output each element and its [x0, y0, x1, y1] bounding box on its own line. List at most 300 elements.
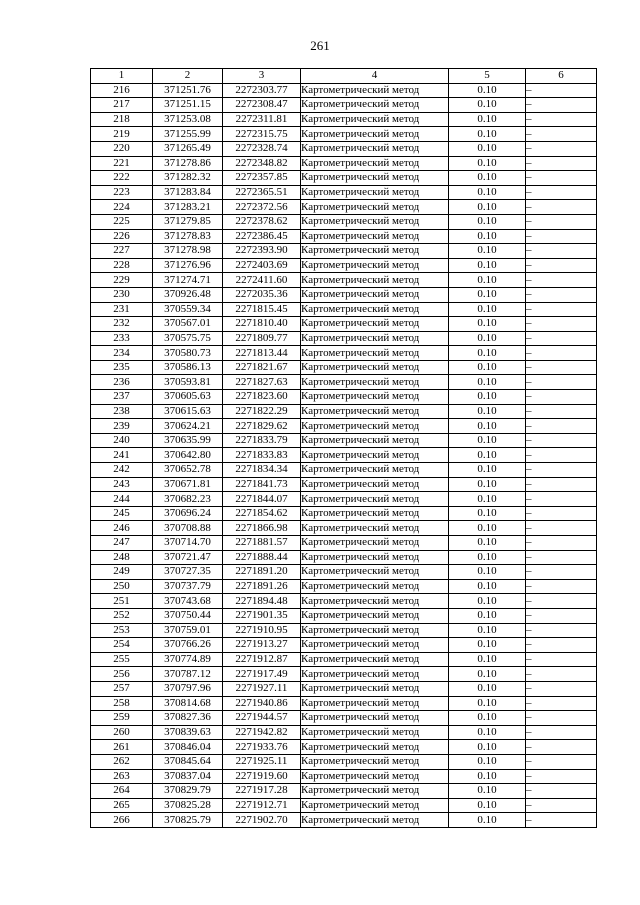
note-cell: –: [526, 754, 597, 769]
note-cell: –: [526, 360, 597, 375]
note-cell: –: [526, 200, 597, 215]
point-number-cell: 224: [91, 200, 153, 215]
y-coordinate-cell: 2271881.57: [223, 536, 301, 551]
method-cell: Картометрический метод: [301, 244, 449, 259]
x-coordinate-cell: 370814.68: [153, 696, 223, 711]
table-row: [91, 83, 597, 98]
x-coordinate-cell: 370642.80: [153, 448, 223, 463]
point-number-cell: 233: [91, 331, 153, 346]
column-header: 5: [449, 69, 526, 84]
column-header: 2: [153, 69, 223, 84]
y-coordinate-cell: 2271940.86: [223, 696, 301, 711]
method-cell: Картометрический метод: [301, 404, 449, 419]
point-number-cell: 253: [91, 623, 153, 638]
accuracy-cell: 0.10: [449, 419, 526, 434]
x-coordinate-cell: 370593.81: [153, 375, 223, 390]
point-number-cell: 218: [91, 112, 153, 127]
note-cell: –: [526, 317, 597, 332]
table-row: [91, 477, 597, 492]
table-row: [91, 798, 597, 813]
method-cell: Картометрический метод: [301, 433, 449, 448]
accuracy-cell: 0.10: [449, 287, 526, 302]
point-number-cell: 255: [91, 652, 153, 667]
accuracy-cell: 0.10: [449, 565, 526, 580]
table-row: [91, 360, 597, 375]
point-number-cell: 241: [91, 448, 153, 463]
method-cell: Картометрический метод: [301, 740, 449, 755]
y-coordinate-cell: 2271821.67: [223, 360, 301, 375]
note-cell: –: [526, 156, 597, 171]
point-number-cell: 216: [91, 83, 153, 98]
x-coordinate-cell: 371265.49: [153, 141, 223, 156]
accuracy-cell: 0.10: [449, 404, 526, 419]
point-number-cell: 264: [91, 784, 153, 799]
method-cell: Картометрический метод: [301, 536, 449, 551]
y-coordinate-cell: 2272365.51: [223, 185, 301, 200]
table-row: [91, 623, 597, 638]
method-cell: Картометрический метод: [301, 565, 449, 580]
note-cell: –: [526, 725, 597, 740]
accuracy-cell: 0.10: [449, 258, 526, 273]
y-coordinate-cell: 2271913.27: [223, 638, 301, 653]
table-row: [91, 433, 597, 448]
x-coordinate-cell: 370624.21: [153, 419, 223, 434]
point-number-cell: 226: [91, 229, 153, 244]
note-cell: –: [526, 214, 597, 229]
x-coordinate-cell: 370926.48: [153, 287, 223, 302]
accuracy-cell: 0.10: [449, 229, 526, 244]
table-row: [91, 404, 597, 419]
y-coordinate-cell: 2271933.76: [223, 740, 301, 755]
method-cell: Картометрический метод: [301, 200, 449, 215]
method-cell: Картометрический метод: [301, 360, 449, 375]
accuracy-cell: 0.10: [449, 375, 526, 390]
note-cell: –: [526, 594, 597, 609]
method-cell: Картометрический метод: [301, 112, 449, 127]
note-cell: –: [526, 579, 597, 594]
accuracy-cell: 0.10: [449, 608, 526, 623]
accuracy-cell: 0.10: [449, 302, 526, 317]
y-coordinate-cell: 2271854.62: [223, 506, 301, 521]
method-cell: Картометрический метод: [301, 550, 449, 565]
x-coordinate-cell: 370708.88: [153, 521, 223, 536]
x-coordinate-cell: 370845.64: [153, 754, 223, 769]
y-coordinate-cell: 2271912.87: [223, 652, 301, 667]
x-coordinate-cell: 371253.08: [153, 112, 223, 127]
table-row: [91, 813, 597, 828]
table-row: [91, 448, 597, 463]
x-coordinate-cell: 370567.01: [153, 317, 223, 332]
table-row: [91, 769, 597, 784]
accuracy-cell: 0.10: [449, 521, 526, 536]
note-cell: –: [526, 171, 597, 186]
point-number-cell: 245: [91, 506, 153, 521]
x-coordinate-cell: 370635.99: [153, 433, 223, 448]
table-row: [91, 390, 597, 405]
note-cell: –: [526, 521, 597, 536]
method-cell: Картометрический метод: [301, 638, 449, 653]
y-coordinate-cell: 2271827.63: [223, 375, 301, 390]
accuracy-cell: 0.10: [449, 784, 526, 799]
y-coordinate-cell: 2271829.62: [223, 419, 301, 434]
y-coordinate-cell: 2271833.79: [223, 433, 301, 448]
note-cell: –: [526, 813, 597, 828]
table-row: [91, 214, 597, 229]
method-cell: Картометрический метод: [301, 594, 449, 609]
note-cell: –: [526, 608, 597, 623]
accuracy-cell: 0.10: [449, 83, 526, 98]
x-coordinate-cell: 370586.13: [153, 360, 223, 375]
x-coordinate-cell: 370787.12: [153, 667, 223, 682]
point-number-cell: 252: [91, 608, 153, 623]
y-coordinate-cell: 2271823.60: [223, 390, 301, 405]
accuracy-cell: 0.10: [449, 667, 526, 682]
table-row: [91, 229, 597, 244]
note-cell: –: [526, 273, 597, 288]
point-number-cell: 258: [91, 696, 153, 711]
accuracy-cell: 0.10: [449, 331, 526, 346]
column-header: 3: [223, 69, 301, 84]
note-cell: –: [526, 506, 597, 521]
note-cell: –: [526, 667, 597, 682]
note-cell: –: [526, 740, 597, 755]
point-number-cell: 243: [91, 477, 153, 492]
point-number-cell: 256: [91, 667, 153, 682]
table-row: [91, 200, 597, 215]
column-header: 6: [526, 69, 597, 84]
method-cell: Картометрический метод: [301, 258, 449, 273]
table-row: [91, 754, 597, 769]
table-row: [91, 711, 597, 726]
y-coordinate-cell: 2272378.62: [223, 214, 301, 229]
table-row: [91, 98, 597, 113]
y-coordinate-cell: 2271917.28: [223, 784, 301, 799]
y-coordinate-cell: 2271834.34: [223, 463, 301, 478]
note-cell: –: [526, 141, 597, 156]
method-cell: Картометрический метод: [301, 156, 449, 171]
method-cell: Картометрический метод: [301, 375, 449, 390]
x-coordinate-cell: 370605.63: [153, 390, 223, 405]
point-number-cell: 240: [91, 433, 153, 448]
table-row: [91, 579, 597, 594]
point-number-cell: 265: [91, 798, 153, 813]
y-coordinate-cell: 2272403.69: [223, 258, 301, 273]
note-cell: –: [526, 536, 597, 551]
accuracy-cell: 0.10: [449, 214, 526, 229]
x-coordinate-cell: 370839.63: [153, 725, 223, 740]
point-number-cell: 237: [91, 390, 153, 405]
point-number-cell: 220: [91, 141, 153, 156]
accuracy-cell: 0.10: [449, 171, 526, 186]
point-number-cell: 225: [91, 214, 153, 229]
point-number-cell: 229: [91, 273, 153, 288]
point-number-cell: 231: [91, 302, 153, 317]
accuracy-cell: 0.10: [449, 681, 526, 696]
point-number-cell: 250: [91, 579, 153, 594]
x-coordinate-cell: 370721.47: [153, 550, 223, 565]
note-cell: –: [526, 98, 597, 113]
accuracy-cell: 0.10: [449, 506, 526, 521]
point-number-cell: 234: [91, 346, 153, 361]
point-number-cell: 244: [91, 492, 153, 507]
method-cell: Картометрический метод: [301, 229, 449, 244]
x-coordinate-cell: 370737.79: [153, 579, 223, 594]
accuracy-cell: 0.10: [449, 463, 526, 478]
method-cell: Картометрический метод: [301, 346, 449, 361]
y-coordinate-cell: 2271822.29: [223, 404, 301, 419]
table-row: [91, 171, 597, 186]
method-cell: Картометрический метод: [301, 390, 449, 405]
table-row: [91, 492, 597, 507]
y-coordinate-cell: 2272308.47: [223, 98, 301, 113]
column-header: 1: [91, 69, 153, 84]
y-coordinate-cell: 2272411.60: [223, 273, 301, 288]
x-coordinate-cell: 370682.23: [153, 492, 223, 507]
table-row: [91, 506, 597, 521]
method-cell: Картометрический метод: [301, 171, 449, 186]
y-coordinate-cell: 2271815.45: [223, 302, 301, 317]
method-cell: Картометрический метод: [301, 127, 449, 142]
point-number-cell: 221: [91, 156, 153, 171]
x-coordinate-cell: 370766.26: [153, 638, 223, 653]
method-cell: Картометрический метод: [301, 83, 449, 98]
point-number-cell: 236: [91, 375, 153, 390]
accuracy-cell: 0.10: [449, 711, 526, 726]
y-coordinate-cell: 2272315.75: [223, 127, 301, 142]
accuracy-cell: 0.10: [449, 433, 526, 448]
point-number-cell: 232: [91, 317, 153, 332]
x-coordinate-cell: 371278.98: [153, 244, 223, 259]
table-header-row: [91, 69, 597, 84]
point-number-cell: 238: [91, 404, 153, 419]
x-coordinate-cell: 371278.86: [153, 156, 223, 171]
table-row: [91, 681, 597, 696]
point-number-cell: 223: [91, 185, 153, 200]
y-coordinate-cell: 2272035.36: [223, 287, 301, 302]
y-coordinate-cell: 2271912.71: [223, 798, 301, 813]
note-cell: –: [526, 258, 597, 273]
method-cell: Картометрический метод: [301, 317, 449, 332]
accuracy-cell: 0.10: [449, 360, 526, 375]
y-coordinate-cell: 2271888.44: [223, 550, 301, 565]
accuracy-cell: 0.10: [449, 141, 526, 156]
y-coordinate-cell: 2272357.85: [223, 171, 301, 186]
point-number-cell: 217: [91, 98, 153, 113]
accuracy-cell: 0.10: [449, 798, 526, 813]
table-row: [91, 127, 597, 142]
x-coordinate-cell: 371279.85: [153, 214, 223, 229]
accuracy-cell: 0.10: [449, 594, 526, 609]
accuracy-cell: 0.10: [449, 754, 526, 769]
point-number-cell: 261: [91, 740, 153, 755]
accuracy-cell: 0.10: [449, 127, 526, 142]
x-coordinate-cell: 370774.89: [153, 652, 223, 667]
method-cell: Картометрический метод: [301, 711, 449, 726]
accuracy-cell: 0.10: [449, 536, 526, 551]
method-cell: Картометрический метод: [301, 214, 449, 229]
note-cell: –: [526, 390, 597, 405]
note-cell: –: [526, 404, 597, 419]
note-cell: –: [526, 463, 597, 478]
point-number-cell: 257: [91, 681, 153, 696]
table-row: [91, 331, 597, 346]
point-number-cell: 259: [91, 711, 153, 726]
table-row: [91, 156, 597, 171]
note-cell: –: [526, 652, 597, 667]
y-coordinate-cell: 2271844.07: [223, 492, 301, 507]
page-number: 261: [310, 38, 330, 53]
method-cell: Картометрический метод: [301, 287, 449, 302]
note-cell: –: [526, 331, 597, 346]
point-number-cell: 219: [91, 127, 153, 142]
accuracy-cell: 0.10: [449, 696, 526, 711]
note-cell: –: [526, 112, 597, 127]
accuracy-cell: 0.10: [449, 317, 526, 332]
table-row: [91, 652, 597, 667]
y-coordinate-cell: 2272393.90: [223, 244, 301, 259]
y-coordinate-cell: 2272372.56: [223, 200, 301, 215]
method-cell: Картометрический метод: [301, 623, 449, 638]
note-cell: –: [526, 83, 597, 98]
x-coordinate-cell: 371278.83: [153, 229, 223, 244]
x-coordinate-cell: 370652.78: [153, 463, 223, 478]
accuracy-cell: 0.10: [449, 492, 526, 507]
y-coordinate-cell: 2271891.26: [223, 579, 301, 594]
method-cell: Картометрический метод: [301, 696, 449, 711]
method-cell: Картометрический метод: [301, 667, 449, 682]
x-coordinate-cell: 370825.28: [153, 798, 223, 813]
x-coordinate-cell: 371282.32: [153, 171, 223, 186]
table-row: [91, 565, 597, 580]
method-cell: Картометрический метод: [301, 448, 449, 463]
point-number-cell: 263: [91, 769, 153, 784]
accuracy-cell: 0.10: [449, 346, 526, 361]
note-cell: –: [526, 375, 597, 390]
x-coordinate-cell: 371283.21: [153, 200, 223, 215]
table-row: [91, 112, 597, 127]
accuracy-cell: 0.10: [449, 579, 526, 594]
point-number-cell: 235: [91, 360, 153, 375]
note-cell: –: [526, 346, 597, 361]
method-cell: Картометрический метод: [301, 521, 449, 536]
accuracy-cell: 0.10: [449, 740, 526, 755]
point-number-cell: 239: [91, 419, 153, 434]
coordinates-table: [90, 68, 597, 828]
table-body: [91, 83, 597, 827]
table-row: [91, 419, 597, 434]
accuracy-cell: 0.10: [449, 477, 526, 492]
note-cell: –: [526, 784, 597, 799]
x-coordinate-cell: 370797.96: [153, 681, 223, 696]
point-number-cell: 228: [91, 258, 153, 273]
accuracy-cell: 0.10: [449, 390, 526, 405]
note-cell: –: [526, 229, 597, 244]
accuracy-cell: 0.10: [449, 112, 526, 127]
y-coordinate-cell: 2271910.95: [223, 623, 301, 638]
note-cell: –: [526, 711, 597, 726]
method-cell: Картометрический метод: [301, 331, 449, 346]
table-row: [91, 784, 597, 799]
point-number-cell: 249: [91, 565, 153, 580]
y-coordinate-cell: 2271891.20: [223, 565, 301, 580]
note-cell: –: [526, 696, 597, 711]
x-coordinate-cell: 370750.44: [153, 608, 223, 623]
table-row: [91, 273, 597, 288]
method-cell: Картометрический метод: [301, 608, 449, 623]
y-coordinate-cell: 2271833.83: [223, 448, 301, 463]
note-cell: –: [526, 798, 597, 813]
method-cell: Картометрический метод: [301, 273, 449, 288]
x-coordinate-cell: 371283.84: [153, 185, 223, 200]
table-row: [91, 725, 597, 740]
y-coordinate-cell: 2272348.82: [223, 156, 301, 171]
method-cell: Картометрический метод: [301, 302, 449, 317]
y-coordinate-cell: 2271809.77: [223, 331, 301, 346]
y-coordinate-cell: 2271813.44: [223, 346, 301, 361]
x-coordinate-cell: 370580.73: [153, 346, 223, 361]
y-coordinate-cell: 2272386.45: [223, 229, 301, 244]
note-cell: –: [526, 302, 597, 317]
accuracy-cell: 0.10: [449, 156, 526, 171]
accuracy-cell: 0.10: [449, 98, 526, 113]
note-cell: –: [526, 769, 597, 784]
method-cell: Картометрический метод: [301, 463, 449, 478]
y-coordinate-cell: 2271927.11: [223, 681, 301, 696]
method-cell: Картометрический метод: [301, 185, 449, 200]
method-cell: Картометрический метод: [301, 798, 449, 813]
point-number-cell: 260: [91, 725, 153, 740]
x-coordinate-cell: 370837.04: [153, 769, 223, 784]
x-coordinate-cell: 370743.68: [153, 594, 223, 609]
x-coordinate-cell: 371255.99: [153, 127, 223, 142]
method-cell: Картометрический метод: [301, 98, 449, 113]
x-coordinate-cell: 371251.15: [153, 98, 223, 113]
table-row: [91, 141, 597, 156]
accuracy-cell: 0.10: [449, 448, 526, 463]
point-number-cell: 266: [91, 813, 153, 828]
method-cell: Картометрический метод: [301, 769, 449, 784]
x-coordinate-cell: 370727.35: [153, 565, 223, 580]
table-row: [91, 375, 597, 390]
y-coordinate-cell: 2272303.77: [223, 83, 301, 98]
method-cell: Картометрический метод: [301, 492, 449, 507]
point-number-cell: 230: [91, 287, 153, 302]
method-cell: Картометрический метод: [301, 681, 449, 696]
table-row: [91, 608, 597, 623]
table-row: [91, 667, 597, 682]
table-row: [91, 185, 597, 200]
note-cell: –: [526, 448, 597, 463]
x-coordinate-cell: 370559.34: [153, 302, 223, 317]
table-row: [91, 317, 597, 332]
method-cell: Картометрический метод: [301, 813, 449, 828]
note-cell: –: [526, 185, 597, 200]
accuracy-cell: 0.10: [449, 638, 526, 653]
method-cell: Картометрический метод: [301, 754, 449, 769]
y-coordinate-cell: 2271902.70: [223, 813, 301, 828]
x-coordinate-cell: 370829.79: [153, 784, 223, 799]
method-cell: Картометрический метод: [301, 652, 449, 667]
accuracy-cell: 0.10: [449, 185, 526, 200]
accuracy-cell: 0.10: [449, 725, 526, 740]
y-coordinate-cell: 2271901.35: [223, 608, 301, 623]
point-number-cell: 248: [91, 550, 153, 565]
column-header: 4: [301, 69, 449, 84]
note-cell: –: [526, 419, 597, 434]
note-cell: –: [526, 127, 597, 142]
note-cell: –: [526, 550, 597, 565]
table-row: [91, 258, 597, 273]
